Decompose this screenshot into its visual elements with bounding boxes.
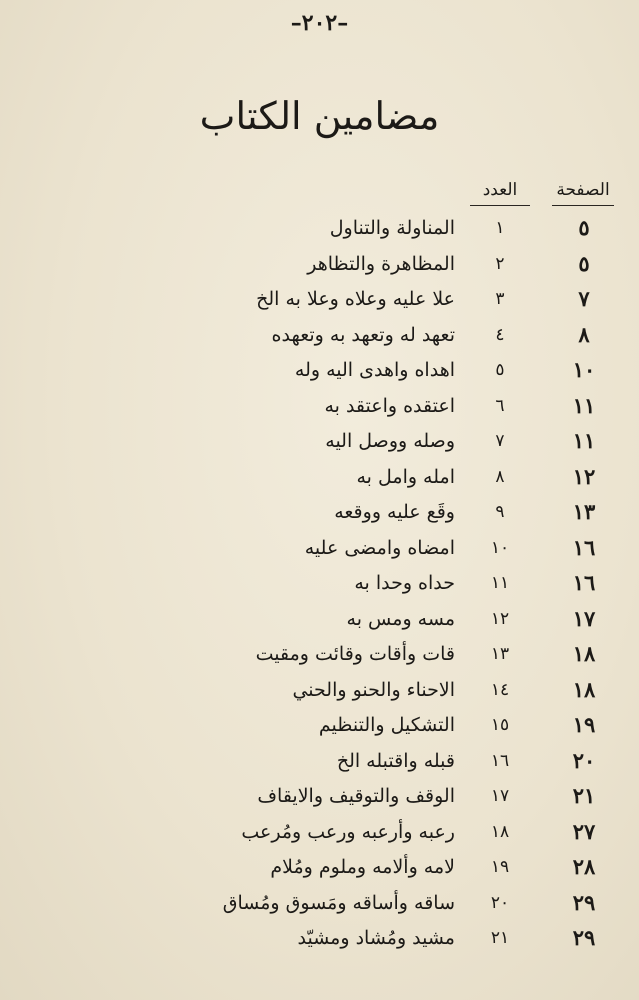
entry-page-number: ٢١ (572, 783, 596, 808)
entry-index-number: ١٩ (490, 857, 510, 877)
table-row (0, 746, 639, 776)
entry-index-number: ٧ (495, 431, 505, 451)
entry-page-number: ١٦ (572, 570, 596, 595)
table-row (0, 604, 639, 634)
table-row (0, 284, 639, 314)
entry-title: التشكيل والتنظيم (318, 714, 455, 736)
table-row (0, 852, 639, 882)
table-row (0, 497, 639, 527)
table-row (0, 568, 639, 598)
table-row (0, 320, 639, 350)
entry-title: اعتقده واعتقد به (324, 395, 455, 417)
entry-page-number: ٧ (578, 286, 590, 311)
entry-title: تعهد له وتعهد به وتعهده (271, 324, 455, 346)
page-title: مضامين الكتاب (199, 94, 440, 138)
table-row (0, 639, 639, 669)
entry-index-number: ٣ (495, 289, 505, 309)
entry-index-number: ١٦ (490, 751, 510, 771)
table-row (0, 923, 639, 953)
entry-title: قبله واقتبله الخ (336, 750, 455, 772)
entry-title: الوقف والتوقيف والايقاف (257, 785, 455, 807)
entry-title: علا عليه وعلاه وعلا به الخ (256, 288, 455, 310)
entry-page-number: ١٨ (572, 641, 596, 666)
entry-title: قات وأقات وقائت ومقيت (255, 643, 455, 665)
table-row (0, 781, 639, 811)
entry-index-number: ٢٠ (490, 893, 510, 913)
entry-page-number: ٢٠ (572, 748, 596, 773)
entry-page-number: ١٩ (572, 712, 596, 737)
entry-title: مسه ومس به (346, 608, 455, 630)
entry-index-number: ١٤ (490, 680, 510, 700)
table-row (0, 391, 639, 421)
entry-index-number: ١١ (490, 573, 510, 593)
entry-page-number: ١٨ (572, 677, 596, 702)
entry-page-number: ٥ (578, 251, 590, 276)
entry-page-number: ١٦ (572, 535, 596, 560)
entry-title: المناولة والتناول (329, 217, 455, 239)
table-row (0, 249, 639, 279)
entry-page-number: ١١ (572, 393, 596, 418)
entry-title: حداه وحدا به (354, 572, 455, 594)
entry-page-number: ٥ (578, 215, 590, 240)
entry-title: رعبه وأرعبه ورعب ومُرعب (241, 821, 455, 843)
entry-page-number: ١٢ (572, 464, 596, 489)
column-header-page: الصفحة (556, 180, 610, 200)
table-row (0, 213, 639, 243)
entry-index-number: ٤ (495, 325, 505, 345)
entry-index-number: ١٧ (490, 786, 510, 806)
entry-index-number: ١٠ (490, 538, 510, 558)
table-row (0, 533, 639, 563)
entry-index-number: ٢ (495, 254, 505, 274)
entry-title: اهداه واهدى اليه وله (294, 359, 455, 381)
entry-page-number: ٢٨ (572, 854, 596, 879)
page-number: –٢٠٢– (290, 10, 349, 36)
entry-title: لامه وألامه وملوم ومُلام (270, 856, 455, 878)
table-row (0, 817, 639, 847)
entry-index-number: ١٥ (490, 715, 510, 735)
entry-index-number: ١٢ (490, 609, 510, 629)
table-row (0, 462, 639, 492)
entry-index-number: ١٨ (490, 822, 510, 842)
entry-page-number: ١٠ (572, 357, 596, 382)
entry-page-number: ١١ (572, 428, 596, 453)
entry-page-number: ٨ (578, 322, 590, 347)
entry-title: وصله ووصل اليه (325, 430, 455, 452)
table-row (0, 888, 639, 918)
entry-title: وقَع عليه ووقعه (334, 501, 455, 523)
entry-title: مشيد ومُشاد ومشيّد (297, 927, 455, 949)
entry-title: ساقه وأساقه ومَسوق ومُساق (222, 892, 455, 914)
entry-title: امله وامل به (356, 466, 455, 488)
entry-index-number: ٥ (495, 360, 505, 380)
table-row (0, 710, 639, 740)
entry-page-number: ٢٩ (572, 890, 596, 915)
table-row (0, 675, 639, 705)
entry-page-number: ٢٧ (572, 819, 596, 844)
entry-page-number: ١٣ (572, 499, 596, 524)
entry-title: المظاهرة والتظاهر (307, 253, 455, 275)
table-row (0, 355, 639, 385)
entry-index-number: ١ (495, 218, 505, 238)
entry-index-number: ٨ (495, 467, 505, 487)
entry-page-number: ١٧ (572, 606, 596, 631)
entry-index-number: ٦ (495, 396, 505, 416)
table-row (0, 426, 639, 456)
column-header-number: العدد (482, 180, 518, 200)
entry-index-number: ٢١ (490, 928, 510, 948)
entry-title: امضاه وامضى عليه (304, 537, 455, 559)
entry-page-number: ٢٩ (572, 925, 596, 950)
entry-index-number: ٩ (495, 502, 505, 522)
entry-index-number: ١٣ (490, 644, 510, 664)
entry-title: الاحناء والحنو والحني (292, 679, 455, 701)
